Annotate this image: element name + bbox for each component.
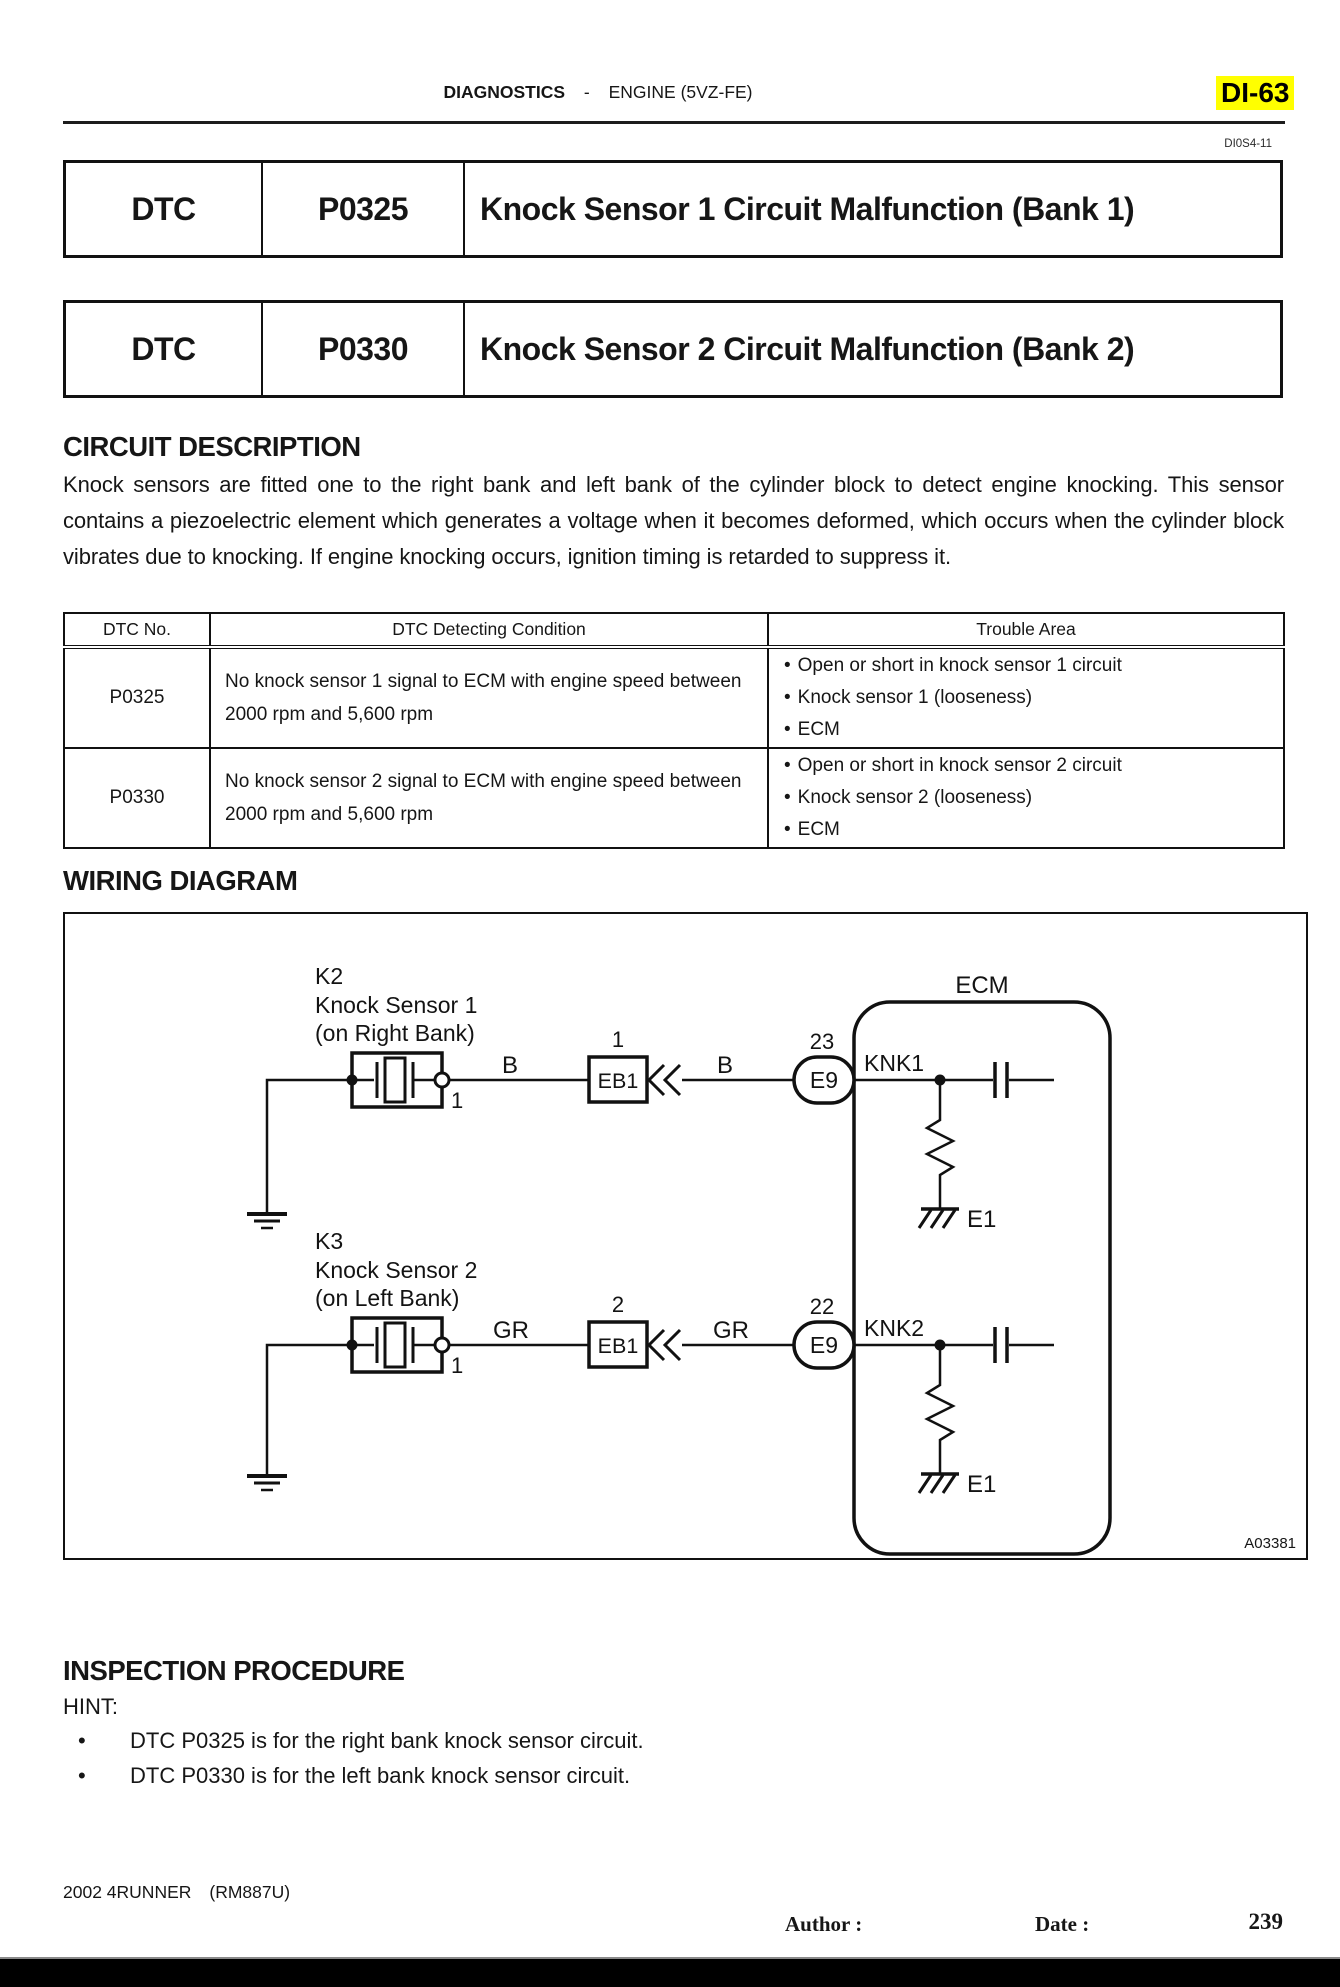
ground-wire	[267, 1345, 352, 1476]
wire-color-label: GR	[713, 1317, 749, 1344]
page-code-badge: DI-63	[1216, 76, 1294, 110]
header-separator: -	[583, 82, 590, 102]
trouble-area-cell	[768, 647, 1284, 748]
earth-ground-icon	[247, 1476, 287, 1490]
terminal-circle	[435, 1073, 449, 1087]
ecm-connector-e9	[794, 1322, 854, 1368]
table-row	[64, 647, 1284, 748]
wire-color-label: GR	[493, 1317, 529, 1344]
wiring-diagram-figure	[63, 912, 1308, 1560]
dtc-title: Knock Sensor 1 Circuit Malfunction (Bank 1)	[480, 190, 1135, 227]
knock-sensor-icon	[347, 1318, 450, 1372]
dtc-title-cell	[465, 163, 1280, 255]
sensor-pin: 1	[451, 1353, 464, 1378]
junction-connector-eb1	[589, 1292, 680, 1367]
component-id: K2	[315, 963, 344, 989]
component-id: K3	[315, 1228, 344, 1254]
header-rule	[63, 121, 1285, 124]
dtc-label-cell	[66, 163, 263, 255]
running-header	[63, 82, 1133, 103]
ground-label: E1	[967, 1206, 997, 1233]
junction-dot	[347, 1075, 358, 1086]
terminal-circle	[435, 1338, 449, 1352]
hint-item: • DTC P0330 is for the left bank knock sensor circuit.	[78, 1763, 978, 1789]
circuit-description-body: Knock sensors are fitted one to the right bank and left bank of the cylinder block to detect engine knocking. This sensor contains a piezoelectric element which generates a voltage when it becomes deformed, which occurs when the cylinder block vibrates due to knocking. If engine knocking occurs, ignition timing is retarded to suppress it.	[63, 472, 1284, 569]
table-row	[64, 748, 1284, 848]
chevron-icon	[665, 1330, 680, 1360]
chevron-icon	[665, 1065, 680, 1095]
component-name: Knock Sensor 2	[315, 1257, 478, 1283]
dtc-code: P0325	[317, 190, 409, 227]
table-header-row	[64, 613, 1284, 647]
junction-connector-eb1	[589, 1027, 680, 1102]
manual-code: (RM887U)	[209, 1882, 291, 1902]
ground-wire	[267, 1080, 352, 1214]
wire-color-label: B	[717, 1052, 734, 1079]
circuit-description-heading: CIRCUIT DESCRIPTION	[63, 431, 361, 462]
sensor-pin: 1	[451, 1088, 464, 1113]
hint-item: • DTC P0325 is for the right bank knock sensor circuit.	[78, 1728, 978, 1754]
connector-name: EB1	[597, 1334, 639, 1358]
ecm-connector-label: E9	[809, 1067, 839, 1093]
component-name: Knock Sensor 1	[315, 992, 478, 1018]
component-location: (on Right Bank)	[315, 1020, 475, 1046]
chevron-icon	[649, 1330, 664, 1360]
dtc-label-cell	[66, 303, 263, 395]
trouble-item: • ECM	[784, 814, 1272, 846]
bottom-bar	[0, 1957, 1340, 1987]
trouble-item: • Open or short in knock sensor 1 circuit	[784, 650, 1272, 682]
dtc-label: DTC	[131, 330, 196, 367]
dtc-condition-table	[63, 612, 1285, 849]
col-header-trouble-area: Trouble Area	[768, 613, 1284, 647]
dtc-code-cell	[263, 163, 465, 255]
ground-label: E1	[967, 1471, 997, 1498]
condition-cell: No knock sensor 1 signal to ECM with engine speed between 2000 rpm and 5,600 rpm	[210, 647, 768, 748]
condition-cell: No knock sensor 2 signal to ECM with engine speed between 2000 rpm and 5,600 rpm	[210, 748, 768, 848]
model-year: 2002 4RUNNER	[63, 1882, 192, 1902]
col-header-dtc-no: DTC No.	[64, 613, 210, 647]
header-engine-label: ENGINE (5VZ-FE)	[608, 82, 753, 102]
connector-pin: 1	[611, 1027, 625, 1052]
trouble-item: • Knock sensor 1 (looseness)	[784, 682, 1272, 714]
connector-pin: 2	[611, 1292, 625, 1317]
component-location: (on Left Bank)	[315, 1285, 460, 1311]
page-number: 239	[1248, 1909, 1283, 1934]
dtc-banner-p0330	[63, 300, 1283, 398]
junction-dot	[347, 1340, 358, 1351]
col-header-condition: DTC Detecting Condition	[210, 613, 768, 647]
trouble-item: • ECM	[784, 714, 1272, 746]
wiring-diagram-canvas	[65, 914, 1306, 1558]
dtc-code-cell	[263, 303, 465, 395]
doc-reference-code: DI0S4-11	[1224, 138, 1272, 150]
date-label: Date :	[1035, 1912, 1090, 1936]
knock-sensor-icon	[347, 1053, 450, 1107]
trouble-item: • Open or short in knock sensor 2 circuit	[784, 750, 1272, 782]
header-section-label: DIAGNOSTICS	[443, 82, 566, 102]
trouble-item: • Knock sensor 2 (looseness)	[784, 782, 1272, 814]
connector-name: EB1	[597, 1069, 639, 1093]
footer-model-code	[63, 1882, 308, 1903]
chevron-icon	[649, 1065, 664, 1095]
ecm-terminal-label: KNK2	[864, 1315, 925, 1341]
earth-ground-icon	[247, 1214, 287, 1228]
dtc-no-cell: P0325	[64, 647, 210, 748]
ecm-pin-number: 22	[809, 1294, 835, 1319]
trouble-area-cell	[768, 748, 1284, 848]
figure-code: A03381	[1244, 1535, 1296, 1552]
inspection-procedure-heading: INSPECTION PROCEDURE	[63, 1655, 405, 1686]
dtc-code: P0330	[317, 330, 409, 367]
ecm-terminal-label: KNK1	[864, 1050, 925, 1076]
wiring-diagram-heading: WIRING DIAGRAM	[63, 865, 298, 896]
dtc-title: Knock Sensor 2 Circuit Malfunction (Bank 2)	[480, 330, 1135, 367]
dtc-banner-p0325	[63, 160, 1283, 258]
ecm-connector-e9	[794, 1057, 854, 1103]
hint-label: HINT:	[63, 1694, 118, 1719]
ecm-connector-label: E9	[809, 1332, 839, 1358]
author-label: Author :	[785, 1912, 863, 1936]
wire-color-label: B	[502, 1052, 519, 1079]
dtc-title-cell	[465, 303, 1280, 395]
dtc-label: DTC	[131, 190, 196, 227]
dtc-no-cell: P0330	[64, 748, 210, 848]
ecm-pin-number: 23	[809, 1029, 835, 1054]
ecm-label: ECM	[955, 972, 1009, 999]
